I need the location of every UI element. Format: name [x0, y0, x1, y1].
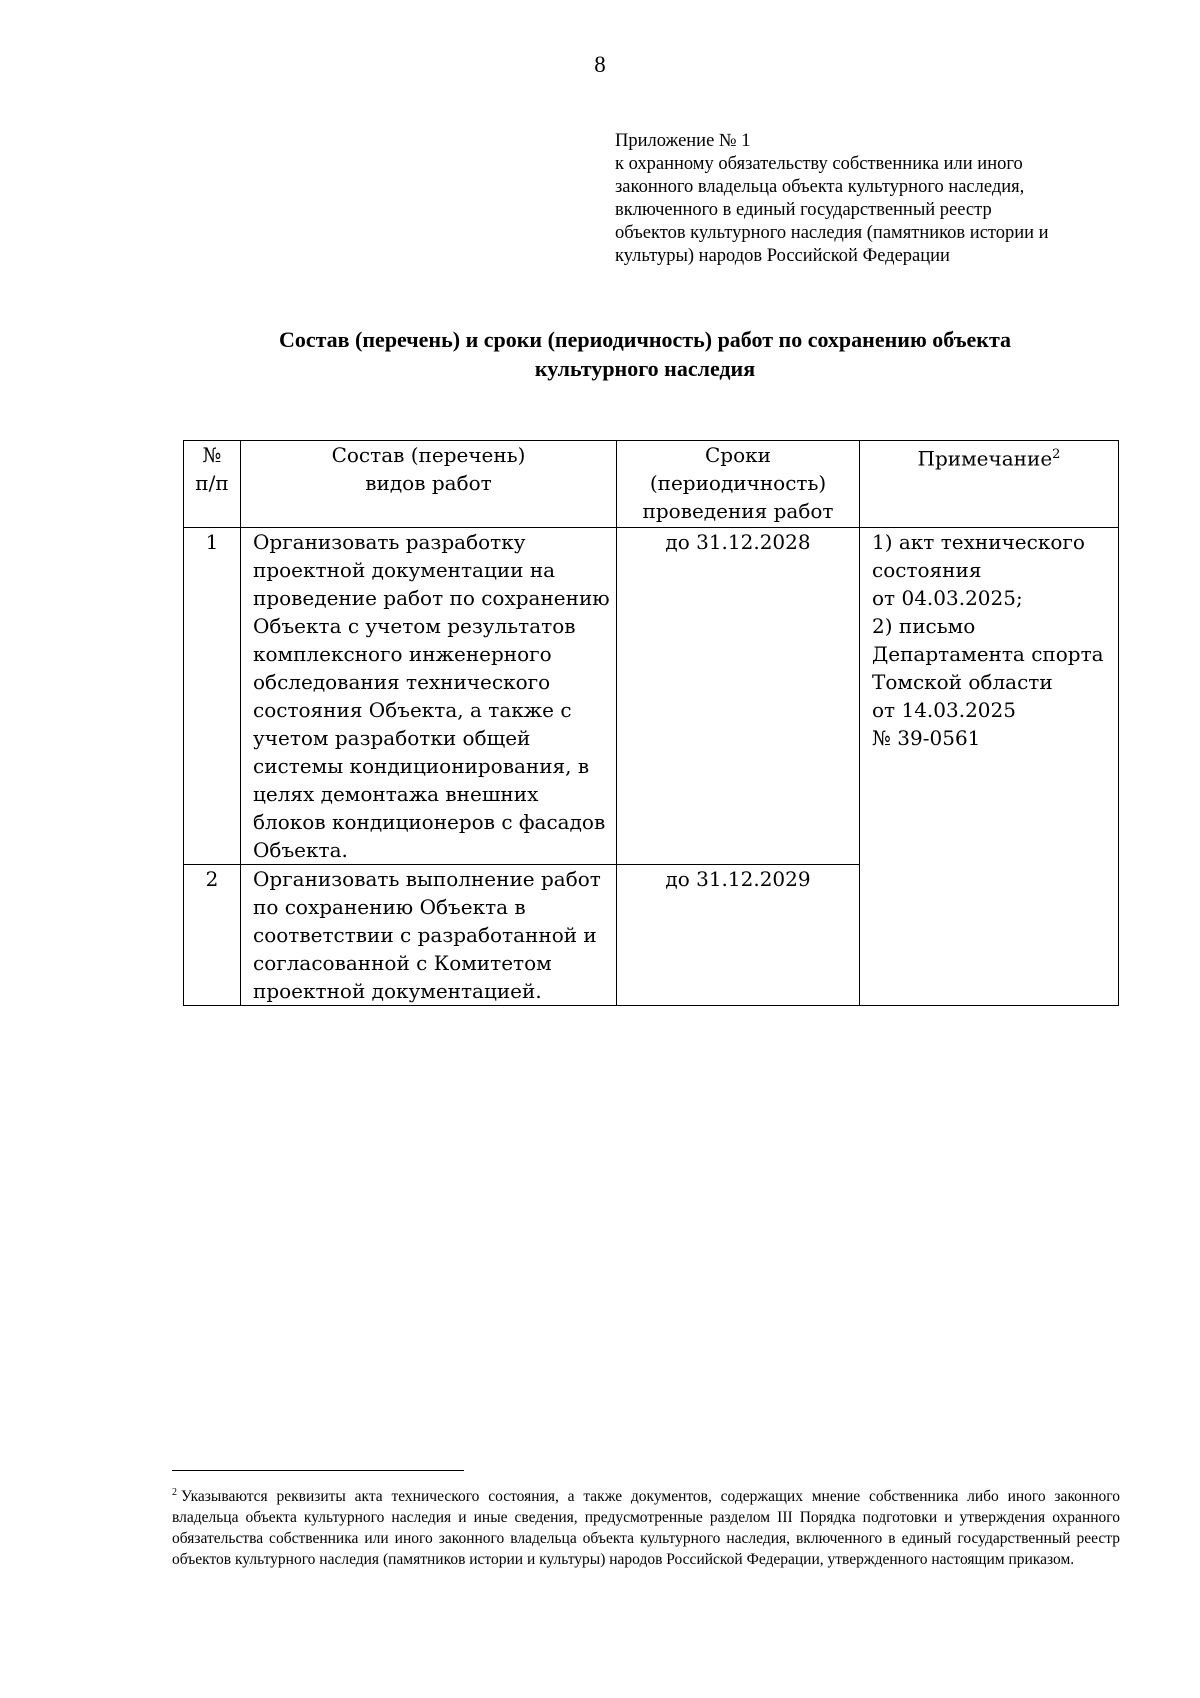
footnote-mark: 2 — [172, 1487, 177, 1498]
appendix-line: объектов культурного наследия (памятников истории и — [615, 223, 1049, 243]
header-works: Состав (перечень) видов работ — [241, 441, 617, 528]
header-number: № п/п — [184, 441, 241, 528]
table-row — [184, 528, 1119, 865]
appendix-line: законного владельца объекта культурного наследия, — [615, 177, 1025, 197]
appendix-note — [615, 130, 1120, 268]
footnote-separator — [172, 1470, 464, 1471]
appendix-line: включенного в единый государственный реестр — [615, 200, 992, 220]
page-number: 8 — [594, 52, 606, 77]
row-term: до 31.12.2028 — [617, 528, 860, 865]
footnote-reference: 2 — [1052, 447, 1061, 462]
row-number: 2 — [184, 865, 241, 1006]
document-title — [200, 325, 1090, 383]
document-title-line: культурного наследия — [534, 356, 756, 381]
row-term: до 31.12.2029 — [617, 865, 860, 1006]
appendix-line: культуры) народов Российской Федерации — [615, 246, 950, 266]
header-note: Примечание$^2$ — [860, 441, 1119, 528]
row-note: 1) акт технического состояния от 04.03.2025; 2) письмо Департамента спорта Томской области от 14.03.2025 № 39-0561 — [860, 528, 1119, 1006]
row-number: 1 — [184, 528, 241, 865]
table-header-row — [184, 441, 1119, 528]
appendix-line: Приложение № 1 — [615, 131, 751, 151]
footnote-text: Указываются реквизиты акта технического состояния, а также документов, содержащих мнение собственника либо иного законного владельца объекта культурного наследия и иные сведения, предусмотренные разделом III Порядка подготовки и утверждения охранного обязательства собственника или иного законного владельца объекта культурного наследия, включенного в единый государственный реестр объектов культурного наследия (памятников истории и культуры) народов Российской Федерации, утвержденного настоящим приказом. — [172, 1488, 1120, 1569]
appendix-line: к охранному обязательству собственника или иного — [615, 154, 1023, 174]
header-terms: Сроки (периодичность) проведения работ — [617, 441, 860, 528]
footnote — [172, 1482, 1120, 1570]
document-title-line: Состав (перечень) и сроки (периодичность) работ по сохранению объекта — [278, 327, 1012, 352]
works-table — [183, 440, 1119, 1006]
row-works: Организовать выполнение работ по сохранению Объекта в соответствии с разработанной и согласованной с Комитетом проектной документацией. — [241, 865, 617, 1006]
row-works: Организовать разработку проектной документации на проведение работ по сохранению Объекта с учетом результатов комплексного инженерного обследования технического состояния Объекта, а также с учетом разработки общей системы кондиционирования, в целях демонтажа внешних блоков кондиционеров с фасадов Объекта. — [241, 528, 617, 865]
